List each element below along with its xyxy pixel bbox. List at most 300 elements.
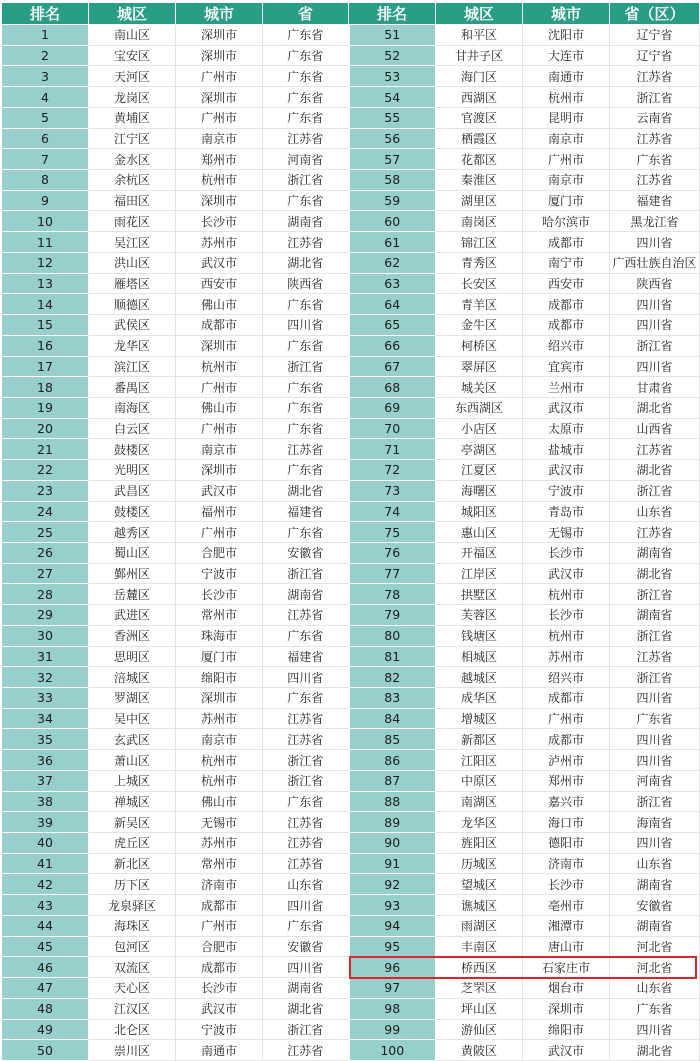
rank-cell: 100 <box>349 1040 436 1061</box>
rank-cell: 26 <box>2 542 89 563</box>
rank-cell: 98 <box>349 998 436 1019</box>
district-cell: 雁塔区 <box>89 273 176 294</box>
header-city-right: 城市 <box>523 3 610 25</box>
rank-cell: 27 <box>2 563 89 584</box>
province-cell: 广东省 <box>263 688 349 709</box>
province-cell: 广东省 <box>263 25 349 46</box>
city-cell: 合肥市 <box>176 936 263 957</box>
table-row <box>2 522 700 543</box>
table-row <box>2 170 700 191</box>
city-cell: 广州市 <box>176 66 263 87</box>
province-cell: 四川省 <box>263 895 349 916</box>
province-cell: 广东省 <box>610 149 700 170</box>
city-cell: 武汉市 <box>176 998 263 1019</box>
city-cell: 深圳市 <box>176 688 263 709</box>
city-cell: 长沙市 <box>176 978 263 999</box>
rank-cell: 79 <box>349 605 436 626</box>
district-cell: 龙岗区 <box>89 87 176 108</box>
rank-cell: 14 <box>2 294 89 315</box>
city-cell: 合肥市 <box>176 542 263 563</box>
city-cell: 苏州市 <box>176 708 263 729</box>
district-cell: 金水区 <box>89 149 176 170</box>
district-cell: 双流区 <box>89 957 176 978</box>
district-cell: 海曙区 <box>436 480 523 501</box>
district-cell: 桥西区 <box>436 957 523 978</box>
rank-cell: 97 <box>349 978 436 999</box>
table-row <box>2 605 700 626</box>
province-cell: 江苏省 <box>263 128 349 149</box>
province-cell: 江苏省 <box>610 646 700 667</box>
province-cell: 湖北省 <box>610 563 700 584</box>
rank-cell: 70 <box>349 418 436 439</box>
district-cell: 洪山区 <box>89 252 176 273</box>
province-cell: 四川省 <box>610 294 700 315</box>
city-cell: 西安市 <box>176 273 263 294</box>
rank-cell: 48 <box>2 998 89 1019</box>
city-cell: 广州市 <box>523 708 610 729</box>
rank-cell: 83 <box>349 688 436 709</box>
city-cell: 深圳市 <box>523 998 610 1019</box>
table-row <box>2 542 700 563</box>
city-cell: 济南市 <box>176 874 263 895</box>
city-cell: 杭州市 <box>523 87 610 108</box>
district-cell: 拱墅区 <box>436 584 523 605</box>
district-cell: 崇川区 <box>89 1040 176 1061</box>
district-cell: 江宁区 <box>89 128 176 149</box>
province-cell: 江苏省 <box>610 66 700 87</box>
district-cell: 钱塘区 <box>436 625 523 646</box>
province-cell: 浙江省 <box>263 1019 349 1040</box>
province-cell: 安徽省 <box>610 895 700 916</box>
rank-cell: 75 <box>349 522 436 543</box>
district-cell: 番禺区 <box>89 377 176 398</box>
table-row <box>2 149 700 170</box>
province-cell: 江苏省 <box>610 128 700 149</box>
rank-cell: 18 <box>2 377 89 398</box>
table-row <box>2 377 700 398</box>
district-cell: 虎丘区 <box>89 833 176 854</box>
province-cell: 浙江省 <box>610 87 700 108</box>
district-cell: 吴江区 <box>89 232 176 253</box>
city-cell: 广州市 <box>176 522 263 543</box>
district-cell: 玄武区 <box>89 729 176 750</box>
rank-cell: 35 <box>2 729 89 750</box>
city-cell: 海口市 <box>523 812 610 833</box>
province-cell: 四川省 <box>610 356 700 377</box>
rank-cell: 95 <box>349 936 436 957</box>
district-cell: 江阳区 <box>436 750 523 771</box>
rank-cell: 12 <box>2 252 89 273</box>
rank-cell: 94 <box>349 915 436 936</box>
district-cell: 岳麓区 <box>89 584 176 605</box>
table-row <box>2 853 700 874</box>
city-cell: 杭州市 <box>176 356 263 377</box>
district-cell: 黄埔区 <box>89 107 176 128</box>
province-cell: 广东省 <box>263 460 349 481</box>
rank-cell: 53 <box>349 66 436 87</box>
table-row <box>2 563 700 584</box>
district-cell: 和平区 <box>436 25 523 46</box>
district-cell: 成华区 <box>436 688 523 709</box>
province-cell: 湖南省 <box>263 211 349 232</box>
city-cell: 南京市 <box>176 439 263 460</box>
city-cell: 广州市 <box>176 107 263 128</box>
district-cell: 武侯区 <box>89 315 176 336</box>
rank-cell: 99 <box>349 1019 436 1040</box>
district-cell: 栖霞区 <box>436 128 523 149</box>
rank-cell: 21 <box>2 439 89 460</box>
table-row <box>2 667 700 688</box>
header-province-right: 省（区） <box>610 3 700 25</box>
table-row <box>2 750 700 771</box>
rank-cell: 61 <box>349 232 436 253</box>
rank-cell: 32 <box>2 667 89 688</box>
district-cell: 鄞州区 <box>89 563 176 584</box>
city-cell: 哈尔滨市 <box>523 211 610 232</box>
province-cell: 河南省 <box>263 149 349 170</box>
rank-cell: 74 <box>349 501 436 522</box>
district-cell: 城关区 <box>436 377 523 398</box>
city-cell: 武汉市 <box>523 1040 610 1061</box>
rank-cell: 39 <box>2 812 89 833</box>
province-cell: 江苏省 <box>263 605 349 626</box>
table-row <box>2 957 700 978</box>
rank-cell: 13 <box>2 273 89 294</box>
rank-cell: 59 <box>349 190 436 211</box>
rank-cell: 78 <box>349 584 436 605</box>
district-cell: 旌阳区 <box>436 833 523 854</box>
district-cell: 武进区 <box>89 605 176 626</box>
city-cell: 厦门市 <box>176 646 263 667</box>
province-cell: 浙江省 <box>610 584 700 605</box>
district-ranking-table <box>1 2 700 1061</box>
province-cell: 湖南省 <box>610 874 700 895</box>
rank-cell: 5 <box>2 107 89 128</box>
province-cell: 山东省 <box>610 978 700 999</box>
table-row <box>2 25 700 46</box>
city-cell: 深圳市 <box>176 87 263 108</box>
district-cell: 福田区 <box>89 190 176 211</box>
district-cell: 历城区 <box>436 853 523 874</box>
city-cell: 南京市 <box>523 128 610 149</box>
rank-cell: 72 <box>349 460 436 481</box>
city-cell: 福州市 <box>176 501 263 522</box>
rank-cell: 49 <box>2 1019 89 1040</box>
province-cell: 湖北省 <box>610 460 700 481</box>
district-cell: 谯城区 <box>436 895 523 916</box>
table-row <box>2 397 700 418</box>
province-cell: 湖南省 <box>610 915 700 936</box>
district-cell: 天河区 <box>89 66 176 87</box>
province-cell: 河南省 <box>610 770 700 791</box>
city-cell: 南通市 <box>523 66 610 87</box>
city-cell: 成都市 <box>523 729 610 750</box>
rank-cell: 34 <box>2 708 89 729</box>
header-rank-left: 排名 <box>2 3 89 25</box>
table-row <box>2 915 700 936</box>
rank-cell: 76 <box>349 542 436 563</box>
city-cell: 昆明市 <box>523 107 610 128</box>
rank-cell: 8 <box>2 170 89 191</box>
city-cell: 宁波市 <box>176 1019 263 1040</box>
table-row <box>2 66 700 87</box>
rank-cell: 63 <box>349 273 436 294</box>
district-cell: 白云区 <box>89 418 176 439</box>
city-cell: 郑州市 <box>176 149 263 170</box>
table-row <box>2 791 700 812</box>
province-cell: 浙江省 <box>263 750 349 771</box>
city-cell: 广州市 <box>176 418 263 439</box>
rank-cell: 19 <box>2 397 89 418</box>
city-cell: 长沙市 <box>523 605 610 626</box>
city-cell: 大连市 <box>523 45 610 66</box>
rank-cell: 92 <box>349 874 436 895</box>
city-cell: 深圳市 <box>176 460 263 481</box>
district-cell: 翠屏区 <box>436 356 523 377</box>
city-cell: 佛山市 <box>176 397 263 418</box>
table-row <box>2 232 700 253</box>
rank-cell: 10 <box>2 211 89 232</box>
province-cell: 福建省 <box>610 190 700 211</box>
province-cell: 广东省 <box>263 522 349 543</box>
province-cell: 四川省 <box>610 688 700 709</box>
province-cell: 浙江省 <box>610 667 700 688</box>
city-cell: 常州市 <box>176 853 263 874</box>
rank-cell: 29 <box>2 605 89 626</box>
district-cell: 龙华区 <box>436 812 523 833</box>
city-cell: 苏州市 <box>176 833 263 854</box>
district-cell: 南山区 <box>89 25 176 46</box>
table-row <box>2 998 700 1019</box>
rank-cell: 69 <box>349 397 436 418</box>
city-cell: 成都市 <box>176 315 263 336</box>
city-cell: 佛山市 <box>176 294 263 315</box>
rank-cell: 65 <box>349 315 436 336</box>
rank-cell: 37 <box>2 770 89 791</box>
rank-cell: 47 <box>2 978 89 999</box>
rank-cell: 4 <box>2 87 89 108</box>
rank-cell: 90 <box>349 833 436 854</box>
province-cell: 江苏省 <box>610 439 700 460</box>
province-cell: 江苏省 <box>263 853 349 874</box>
province-cell: 广东省 <box>263 791 349 812</box>
city-cell: 杭州市 <box>176 770 263 791</box>
province-cell: 广东省 <box>263 107 349 128</box>
rank-cell: 87 <box>349 770 436 791</box>
city-cell: 郑州市 <box>523 770 610 791</box>
province-cell: 广东省 <box>263 397 349 418</box>
district-cell: 芙蓉区 <box>436 605 523 626</box>
city-cell: 嘉兴市 <box>523 791 610 812</box>
rank-cell: 33 <box>2 688 89 709</box>
city-cell: 长沙市 <box>176 584 263 605</box>
province-cell: 陕西省 <box>263 273 349 294</box>
rank-cell: 88 <box>349 791 436 812</box>
province-cell: 广东省 <box>263 87 349 108</box>
province-cell: 山西省 <box>610 418 700 439</box>
province-cell: 江苏省 <box>263 1040 349 1061</box>
province-cell: 广东省 <box>263 377 349 398</box>
district-cell: 甘井子区 <box>436 45 523 66</box>
table-row <box>2 190 700 211</box>
table-row <box>2 273 700 294</box>
rank-cell: 20 <box>2 418 89 439</box>
province-cell: 广东省 <box>610 998 700 1019</box>
province-cell: 湖北省 <box>610 1040 700 1061</box>
table-row <box>2 688 700 709</box>
rank-cell: 82 <box>349 667 436 688</box>
city-cell: 武汉市 <box>176 480 263 501</box>
rank-cell: 93 <box>349 895 436 916</box>
city-cell: 武汉市 <box>523 460 610 481</box>
table-header-row <box>2 3 700 25</box>
table-row <box>2 87 700 108</box>
table-row <box>2 708 700 729</box>
rank-cell: 11 <box>2 232 89 253</box>
table-row <box>2 418 700 439</box>
district-cell: 龙泉驿区 <box>89 895 176 916</box>
city-cell: 宁波市 <box>523 480 610 501</box>
district-cell: 思明区 <box>89 646 176 667</box>
district-cell: 南湖区 <box>436 791 523 812</box>
rank-cell: 81 <box>349 646 436 667</box>
city-cell: 珠海市 <box>176 625 263 646</box>
table-row <box>2 895 700 916</box>
district-cell: 锦江区 <box>436 232 523 253</box>
table-row <box>2 874 700 895</box>
city-cell: 绵阳市 <box>176 667 263 688</box>
table-row <box>2 315 700 336</box>
province-cell: 安徽省 <box>263 542 349 563</box>
city-cell: 南京市 <box>523 170 610 191</box>
city-cell: 无锡市 <box>523 522 610 543</box>
rank-cell: 57 <box>349 149 436 170</box>
table-row <box>2 770 700 791</box>
district-cell: 历下区 <box>89 874 176 895</box>
district-cell: 丰南区 <box>436 936 523 957</box>
province-cell: 江苏省 <box>263 812 349 833</box>
province-cell: 浙江省 <box>610 625 700 646</box>
city-cell: 深圳市 <box>176 190 263 211</box>
city-cell: 亳州市 <box>523 895 610 916</box>
rank-cell: 60 <box>349 211 436 232</box>
province-cell: 四川省 <box>610 232 700 253</box>
city-cell: 武汉市 <box>176 252 263 273</box>
rank-cell: 17 <box>2 356 89 377</box>
district-cell: 芝罘区 <box>436 978 523 999</box>
district-cell: 鼓楼区 <box>89 439 176 460</box>
district-cell: 罗湖区 <box>89 688 176 709</box>
province-cell: 辽宁省 <box>610 45 700 66</box>
province-cell: 江苏省 <box>610 522 700 543</box>
district-cell: 雨湖区 <box>436 915 523 936</box>
province-cell: 湖南省 <box>263 584 349 605</box>
city-cell: 苏州市 <box>176 232 263 253</box>
district-cell: 雨花区 <box>89 211 176 232</box>
rank-cell: 85 <box>349 729 436 750</box>
city-cell: 杭州市 <box>523 625 610 646</box>
district-cell: 海珠区 <box>89 915 176 936</box>
province-cell: 广东省 <box>263 66 349 87</box>
province-cell: 辽宁省 <box>610 25 700 46</box>
city-cell: 成都市 <box>523 232 610 253</box>
province-cell: 四川省 <box>610 833 700 854</box>
rank-cell: 23 <box>2 480 89 501</box>
province-cell: 湖南省 <box>610 542 700 563</box>
table-row <box>2 501 700 522</box>
rank-cell: 71 <box>349 439 436 460</box>
province-cell: 甘肃省 <box>610 377 700 398</box>
province-cell: 浙江省 <box>263 563 349 584</box>
city-cell: 杭州市 <box>176 750 263 771</box>
city-cell: 石家庄市 <box>523 957 610 978</box>
table-row <box>2 107 700 128</box>
province-cell: 江苏省 <box>610 170 700 191</box>
province-cell: 广东省 <box>263 418 349 439</box>
city-cell: 德阳市 <box>523 833 610 854</box>
province-cell: 湖北省 <box>263 998 349 1019</box>
province-cell: 江苏省 <box>263 708 349 729</box>
rank-cell: 40 <box>2 833 89 854</box>
city-cell: 绵阳市 <box>523 1019 610 1040</box>
rank-cell: 22 <box>2 460 89 481</box>
table-row <box>2 356 700 377</box>
rank-cell: 38 <box>2 791 89 812</box>
rank-cell: 30 <box>2 625 89 646</box>
table-row <box>2 625 700 646</box>
city-cell: 太原市 <box>523 418 610 439</box>
rank-cell: 64 <box>349 294 436 315</box>
province-cell: 江苏省 <box>263 439 349 460</box>
city-cell: 绍兴市 <box>523 667 610 688</box>
province-cell: 湖北省 <box>263 252 349 273</box>
district-cell: 黄陂区 <box>436 1040 523 1061</box>
table-row <box>2 936 700 957</box>
district-cell: 西湖区 <box>436 87 523 108</box>
city-cell: 南京市 <box>176 729 263 750</box>
table-row <box>2 584 700 605</box>
city-cell: 武汉市 <box>523 397 610 418</box>
city-cell: 烟台市 <box>523 978 610 999</box>
rank-cell: 45 <box>2 936 89 957</box>
province-cell: 四川省 <box>610 729 700 750</box>
table-row <box>2 1040 700 1061</box>
city-cell: 南京市 <box>176 128 263 149</box>
province-cell: 广东省 <box>263 915 349 936</box>
city-cell: 青岛市 <box>523 501 610 522</box>
table-row <box>2 978 700 999</box>
table-row <box>2 460 700 481</box>
rank-cell: 86 <box>349 750 436 771</box>
rank-cell: 89 <box>349 812 436 833</box>
city-cell: 西安市 <box>523 273 610 294</box>
province-cell: 山东省 <box>610 501 700 522</box>
city-cell: 杭州市 <box>176 170 263 191</box>
rank-cell: 15 <box>2 315 89 336</box>
rank-cell: 54 <box>349 87 436 108</box>
city-cell: 成都市 <box>523 688 610 709</box>
province-cell: 黑龙江省 <box>610 211 700 232</box>
province-cell: 四川省 <box>610 750 700 771</box>
city-cell: 沈阳市 <box>523 25 610 46</box>
table-row <box>2 729 700 750</box>
district-cell: 湖里区 <box>436 190 523 211</box>
district-cell: 滨江区 <box>89 356 176 377</box>
district-cell: 江岸区 <box>436 563 523 584</box>
province-cell: 广东省 <box>263 294 349 315</box>
district-cell: 城阳区 <box>436 501 523 522</box>
rank-cell: 3 <box>2 66 89 87</box>
